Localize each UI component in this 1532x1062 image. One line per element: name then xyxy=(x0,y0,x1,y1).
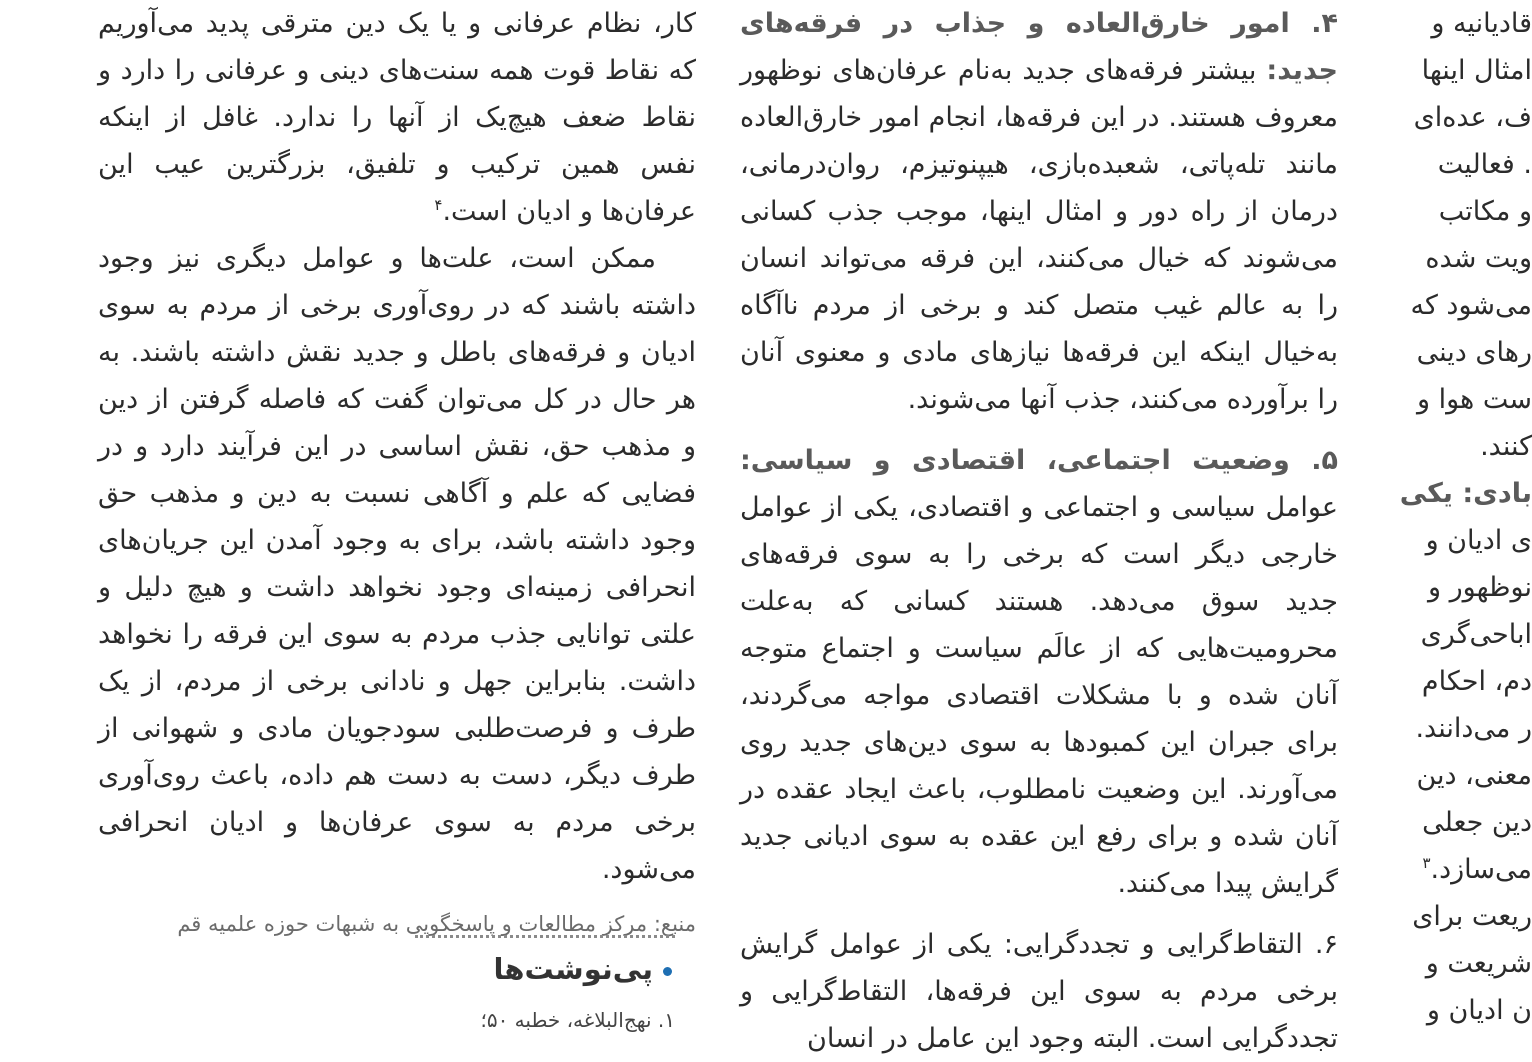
right-line: ن ادیان و xyxy=(1426,995,1532,1026)
right-line: ف، عده‌ای xyxy=(1413,102,1532,133)
section-4-heading: ۴. امور خارق‌العاده و جذاب در فرقه‌های جدید: xyxy=(740,8,1338,86)
dotted-divider xyxy=(415,935,675,938)
right-line: اباحی‌گری xyxy=(1420,619,1532,650)
right-line: ی ادیان و xyxy=(1425,525,1532,556)
right-line: . فعالیت xyxy=(1437,149,1532,180)
right-line: بادی: یکی xyxy=(1399,478,1532,509)
right-line: ریعت برای xyxy=(1412,901,1532,932)
left-column xyxy=(98,0,696,1030)
right-line: دین جعلی xyxy=(1422,807,1532,838)
right-line: دم، احکام xyxy=(1421,666,1532,697)
right-line: کنند. xyxy=(1480,431,1532,462)
bullet-icon xyxy=(663,967,672,976)
right-line: می‌شود که xyxy=(1410,290,1532,321)
right-line: رهای دینی xyxy=(1416,337,1532,368)
section-4 xyxy=(740,0,1338,423)
right-column xyxy=(1382,0,1532,1030)
right-line: نوظهور و xyxy=(1427,572,1532,603)
footnotes-heading: پی‌نوشت‌ها xyxy=(493,952,672,986)
right-line: شریعت و xyxy=(1425,948,1532,979)
right-line: قادیانیه و xyxy=(1431,8,1532,39)
middle-column xyxy=(740,0,1338,1054)
source-credit: منبع: مرکز مطالعات و پاسخگویی به شبهات حوزه علمیه قم xyxy=(177,912,696,936)
left-paragraph-2: ممکن است، علت‌ها و عوامل دیگری نیز وجود داشته باشند که در روی‌آوری برخی از مردم به سوی ادیان و فرقه‌های باطل و جدید نقش داشته باشند. به هر حال در کل می‌توان گفت که فاصله گرفتن از دین و مذهب حق، نقش اساسی در این فرآیند دارد و در فضایی که علم و آگاهی نسبت به دین و مذهب حق وجود داشته باشد، برای به وجود آمدن این جریان‌های انحرافی زمینه‌ای وجود نخواهد داشت و هیچ دلیل و علتی توانایی جذب مردم به سوی این فرقه را نخواهد داشت. بنابراین جهل و نادانی برخی از مردم، از یک طرف و فرصت‌طلبی سودجویان مادی و شهوانی از طرف دیگر، دست به دست هم داده، باعث روی‌آوری برخی مردم به سوی عرفان‌ها و ادیان انحرافی می‌شود. xyxy=(98,243,696,885)
right-line: ر می‌دانند. xyxy=(1415,713,1532,744)
section-5-heading: ۵. وضعیت اجتماعی، اقتصادی و سیاسی: xyxy=(740,445,1338,476)
footnote-1: ۱. نهج‌البلاغه، خطبه ۵۰؛ xyxy=(480,1008,675,1032)
left-paragraph-1: کار، نظام عرفانی و یا یک دین مترقی پدید می‌آوریم که نقاط قوت همه سنت‌های دینی و عرفانی را دارد و نقاط ضعف هیچ‌یک از آنها را ندارد. غافل از اینکه نفس همین ترکیب و تلفیق، بزرگترین عیب این عرفان‌ها و ادیان است.$^۴$ xyxy=(98,8,696,227)
footnote-ref-3[interactable]: ۳ xyxy=(1422,854,1431,872)
right-line: معنی، دین xyxy=(1416,760,1532,791)
right-line: و مکاتب xyxy=(1438,196,1532,227)
section-5-body: عوامل سیاسی و اجتماعی و اقتصادی، یکی از عوامل خارجی دیگر است که برخی را به سوی فرقه‌های جدید سوق می‌دهد. هستند کسانی که به‌علت محرومیت‌هایی که از عالَم سیاست و اجتماع متوجه آنان شده و با مشکلات اقتصادی مواجه می‌گردند، برای جبران این کمبودها به سوی دین‌های جدید روی می‌آورند. این وضعیت نامطلوب، باعث ایجاد عقده در آنان شده و برای رفع این عقده به سوی ادیانی جدید گرایش پیدا می‌کنند. xyxy=(740,492,1338,899)
section-6: ۶. التقاط‌گرایی و تجددگرایی: یکی از عوامل گرایش برخی مردم به سوی این فرقه‌ها، التقاط‌گرایی و تجددگرایی است. البته وجود این عامل در انسان xyxy=(740,929,1338,1054)
right-line: ویت شده xyxy=(1425,243,1532,274)
right-line: ست هوا و xyxy=(1416,384,1532,415)
section-4-body: بیشتر فرقه‌های جدید به‌نام عرفان‌های نوظهور معروف هستند. در این فرقه‌ها، انجام امور خارق‌العاده مانند تله‌پاتی، شعبده‌بازی، هیپنوتیزم، روان‌درمانی، درمان از راه دور و امثال اینها، موجب جذب کسانی می‌شوند که خیال می‌کنند، این فرقه می‌تواند انسان را به عالم غیب متصل کند و برخی از مردم ناآگاه به‌خیال اینکه این فرقه‌ها نیازهای مادی و معنوی آنان را برآورده می‌کنند، جذب آنها می‌شوند. xyxy=(740,55,1338,415)
right-line: می‌سازد.$^۳$ xyxy=(1422,854,1532,885)
section-5 xyxy=(740,437,1338,907)
right-line: امثال اینها xyxy=(1421,55,1532,86)
footnote-ref-4[interactable]: ۴ xyxy=(434,196,443,214)
